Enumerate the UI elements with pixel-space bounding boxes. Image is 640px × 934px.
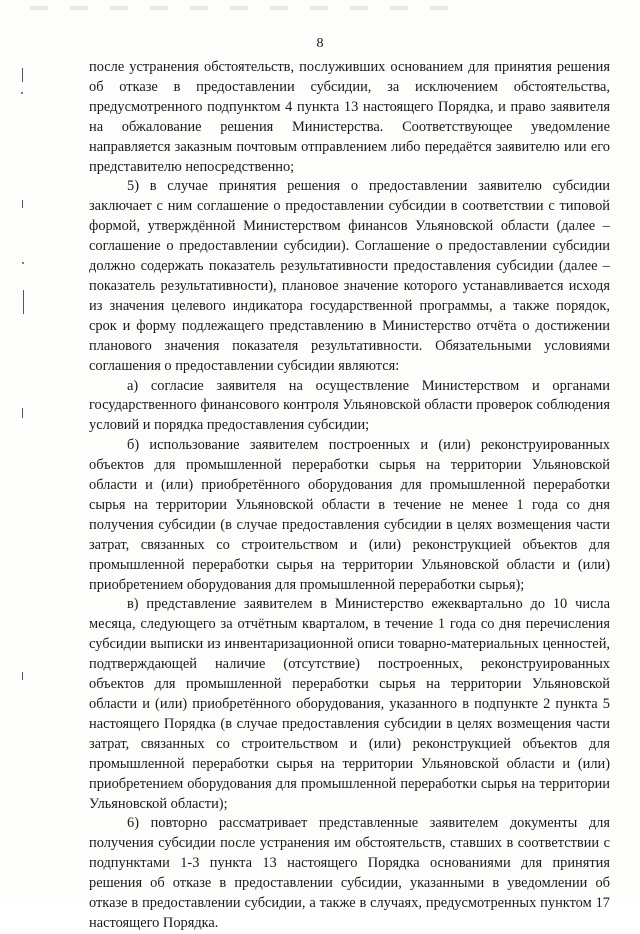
- document-body: [89, 58, 610, 934]
- paragraph: после устранения обстоятельств, послуживших основанием для принятия решения об отказе в предоставлении субсидии, за исключением обстоятельства, предусмотренного подпунктом 4 пункта 13 настоящего Порядка, и право заявителя на обжалование решения Министерства. Соответствующее уведомление направляется заказным почтовым отправлением либо передаётся заявителю или его представителю непосредственно;: [89, 59, 610, 175]
- margin-mark: [22, 68, 23, 82]
- margin-mark: [22, 672, 23, 680]
- page-number: 8: [316, 36, 324, 51]
- margin-mark: [22, 408, 23, 418]
- margin-mark: [23, 290, 24, 314]
- margin-mark: [22, 262, 24, 264]
- paragraph: а) согласие заявителя на осуществление Министерством и органами государственного финансового контроля Ульяновской области проверок соблюдения условий и порядка предоставления субсидии;: [89, 377, 610, 434]
- margin-mark: [22, 200, 23, 208]
- scan-artifact: [30, 6, 450, 10]
- margin-mark: [21, 92, 23, 94]
- paragraph: б) использование заявителем построенных и (или) реконструированных объектов для промышленной переработки сырья на территории Ульяновской области и (или) приобретённого оборудования для промышленной переработки сырья на территории Ульяновской области в течение не менее 1 года со дня получения субсидии (в случае предоставления субсидии в целях возмещения части затрат, связанных со строительством и (или) реконструкцией объектов для промышленной переработки сырья на территории Ульяновской области и (или) приобретением оборудования для промышленной переработки сырья);: [89, 437, 610, 593]
- paragraph: в) представление заявителем в Министерство ежеквартально до 10 числа месяца, следующего за отчётным кварталом, в течение 1 года со дня перечисления субсидии выписки из инвентаризационной описи товарно-материальных ценностей, подтверждающей наличие (отсутствие) построенных, реконструированных объектов для промышленной переработки сырья на территории Ульяновской области и (или) приобретённого оборудования, указанного в подпункте 2 пункта 5 настоящего Порядка (в случае предоставления субсидии в целях возмещения части затрат, связанных со строительством и (или) реконструкцией объектов для промышленной переработки сырья на территории Ульяновской области и (или) приобретением оборудования для промышленной переработки сырья на территории Ульяновской области);: [89, 596, 610, 812]
- paragraph: 6) повторно рассматривает представленные заявителем документы для получения субсидии после устранения им обстоятельств, ставших в соответствии с подпунктами 1-3 пункта 13 настоящего Порядка основаниями для принятия решения об отказе в предоставлении субсидии, указанными в уведомлении об отказе в предоставлении субсидии, а также в случаях, предусмотренных пунктом 17 настоящего Порядка.: [89, 815, 610, 931]
- paragraph: 5) в случае принятия решения о предоставлении заявителю субсидии заключает с ним соглашение о предоставлении субсидии в соответствии с типовой формой, утверждённой Министерством финансов Ульяновской области (далее – соглашение о предоставлении субсидии). Соглашение о предоставлении субсидии должно содержать показатель результативности предоставления субсидии (далее – показатель результативности), плановое значение которого устанавливается исходя из значения целевого индикатора государственной программы, а также порядок, срок и форму подлежащего представлению в Министерство отчёта о достижении планового значения показателя результативности. Обязательными условиями соглашения о предоставлении субсидии являются:: [89, 178, 610, 374]
